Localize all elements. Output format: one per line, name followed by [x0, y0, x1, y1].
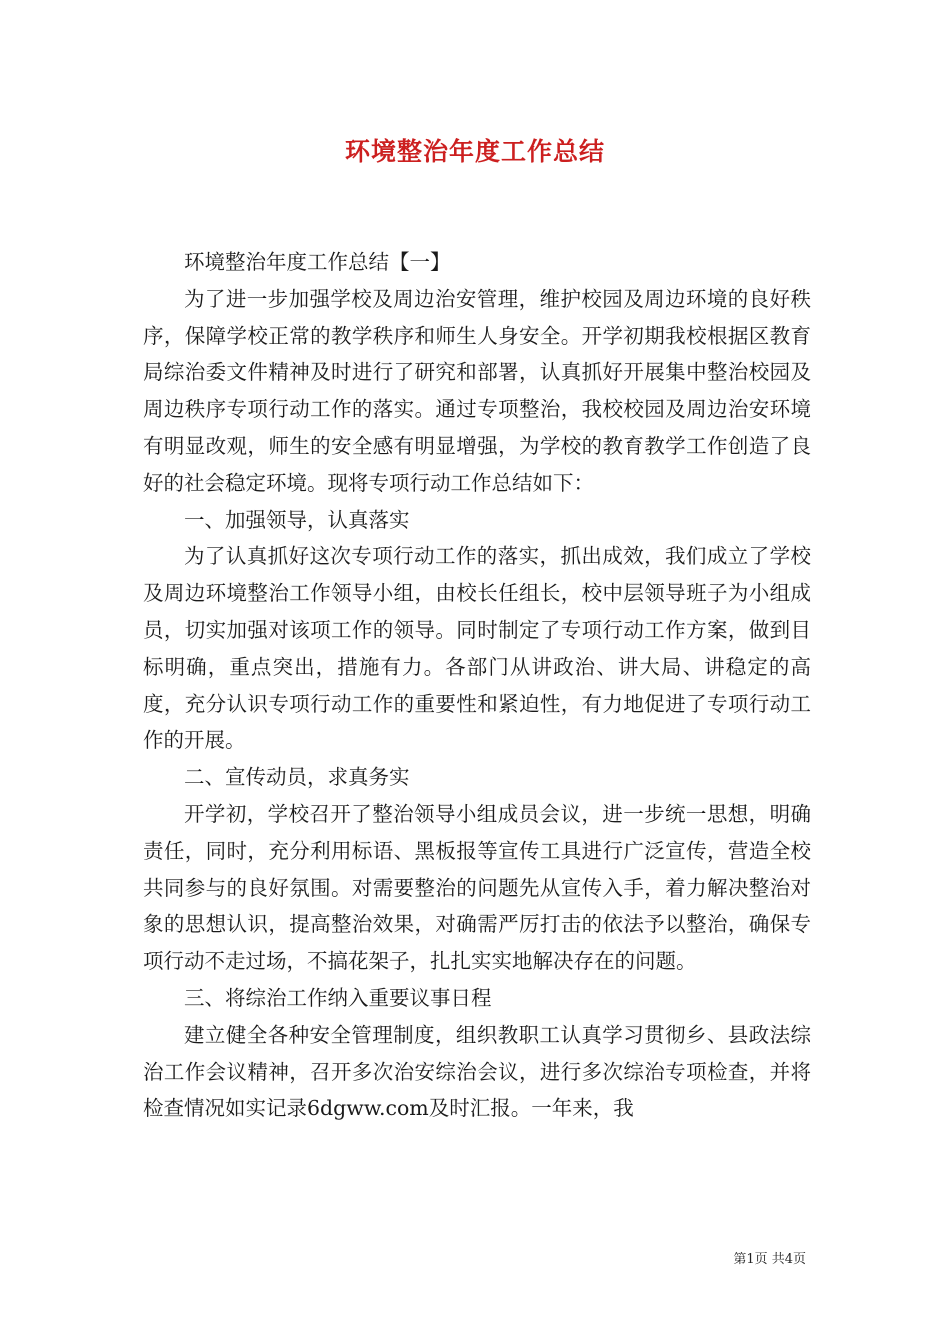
paragraph: 开学初，学校召开了整治领导小组成员会议，进一步统一思想，明确责任，同时，充分利用标语、黑板报等宣传工具进行广泛宣传，营造全校共同参与的良好氛围。对需要整治的问题先从宣传入手，着力解决整治对象的思想认识，提高整治效果，对确需严厉打击的依法予以整治，确保专项行动不走过场，不搞花架子，扎扎实实地解决存在的问题。	[143, 801, 811, 974]
page-number: 第1页 共4页	[733, 1252, 806, 1267]
section-heading: 一、加强领导，认真落实	[184, 507, 410, 532]
paragraph: 为了认真抓好这次专项行动工作的落实，抓出成效，我们成立了学校及周边环境整治工作领导小组，由校长任组长，校中层领导班子为小组成员，切实加强对该项工作的领导。同时制定了专项行动工作方案，做到目标明确，重点突出，措施有力。各部门从讲政治、讲大局、讲稳定的高度，充分认识专项行动工作的重要性和紧迫性，有力地促进了专项行动工作的开展。	[143, 544, 811, 753]
page-title: 环境整治年度工作总结	[344, 137, 605, 166]
section-heading: 二、宣传动员，求真务实	[184, 765, 410, 790]
paragraph: 建立健全各种安全管理制度，组织教职工认真学习贯彻乡、县政法综治工作会议精神，召开多次治安综治会议，进行多次综治专项检查，并将检查情况如实记录6dgww.com及时汇报。一年来，我	[143, 1022, 811, 1121]
section-heading: 环境整治年度工作总结【一】	[184, 250, 451, 274]
document-body	[143, 244, 811, 1127]
paragraph: 为了进一步加强学校及周边治安管理，维护校园及周边环境的良好秩序，保障学校正常的教学秩序和师生人身安全。开学初期我校根据区教育局综治委文件精神及时进行了研究和部署，认真抓好开展集中整治校园及周边秩序专项行动工作的落实。通过专项整治，我校校园及周边治安环境有明显改观，师生的安全感有明显增强，为学校的教育教学工作创造了良好的社会稳定环境。现将专项行动工作总结如下：	[143, 286, 811, 495]
section-heading: 三、将综治工作纳入重要议事日程	[184, 985, 492, 1010]
